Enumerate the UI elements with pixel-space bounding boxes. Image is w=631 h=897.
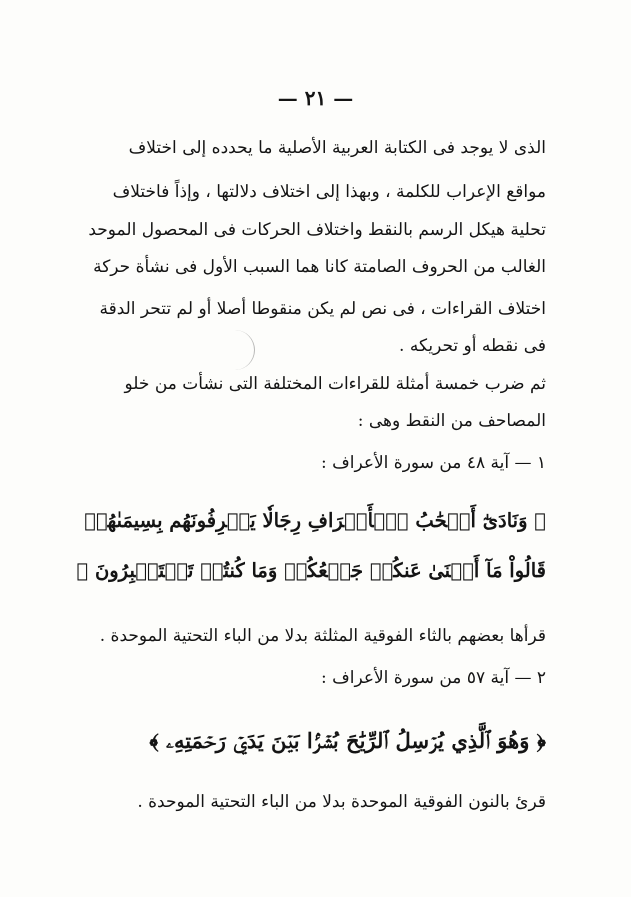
example-1-note: قرأها بعضهم بالثاء الفوقية المثلثة بدلا من الباء التحتية الموحدة .	[99, 626, 546, 646]
example-2-heading: ٢ — آية ٥٧ من سورة الأعراف :	[320, 668, 546, 688]
paragraph-2-line-2: المصاحف من النقط وهى :	[357, 411, 546, 431]
paragraph-1-line-3: تحلية هيكل الرسم بالنقط واختلاف الحركات فى المحصول الموحد	[88, 220, 546, 240]
paragraph-2-line-1: ثم ضرب خمسة أمثلة للقراءات المختلفة التى نشأت من خلو	[124, 374, 546, 394]
paragraph-1-line-5: اختلاف القراءات ، فى نص لم يكن منقوطا أصلا أو لم تتحر الدقة	[99, 299, 546, 319]
example-1-verse-line-2: قَالُواْ مَآ أَغۡنَىٰ عَنكُمۡ جَمۡعُكُمۡ وَمَا كُنتُمۡ تَسۡتَكۡبِرُونَ ﴾	[76, 559, 546, 582]
page-number: — ٢١ —	[277, 86, 354, 110]
example-1-verse-line-1: ﴿ وَنَادَىٰٓ أَصۡحَٰبُ ٱلۡأَعۡرَافِ رِجَالٗا يَعۡرِفُونَهُم بِسِيمَىٰهُمۡ	[84, 509, 546, 532]
pencil-mark	[232, 330, 255, 370]
example-2-verse-line-1: ﴿ وَهُوَ ٱلَّذِي يُرۡسِلُ ٱلرِّيَٰحَ بُشۡرَۢا بَيۡنَ يَدَيۡ رَحۡمَتِهِۦ ﴾	[149, 728, 546, 753]
paragraph-1-line-4: الغالب من الحروف الصامتة كانا هما السبب الأول فى نشأة حركة	[93, 257, 546, 277]
paragraph-1-line-2: مواقع الإعراب للكلمة ، وبهذا إلى اختلاف دلالتها ، وإذاً فاختلاف	[112, 182, 546, 202]
paragraph-1-line-6: فى نقطه أو تحريكه .	[399, 336, 546, 356]
paragraph-1-line-1: الذى لا يوجد فى الكتابة العربية الأصلية ما يحدده إلى اختلاف	[128, 138, 546, 158]
example-1-heading: ١ — آية ٤٨ من سورة الأعراف :	[320, 453, 546, 473]
example-2-note: قرئ بالنون الفوقية الموحدة بدلا من الباء التحتية الموحدة .	[137, 792, 546, 812]
